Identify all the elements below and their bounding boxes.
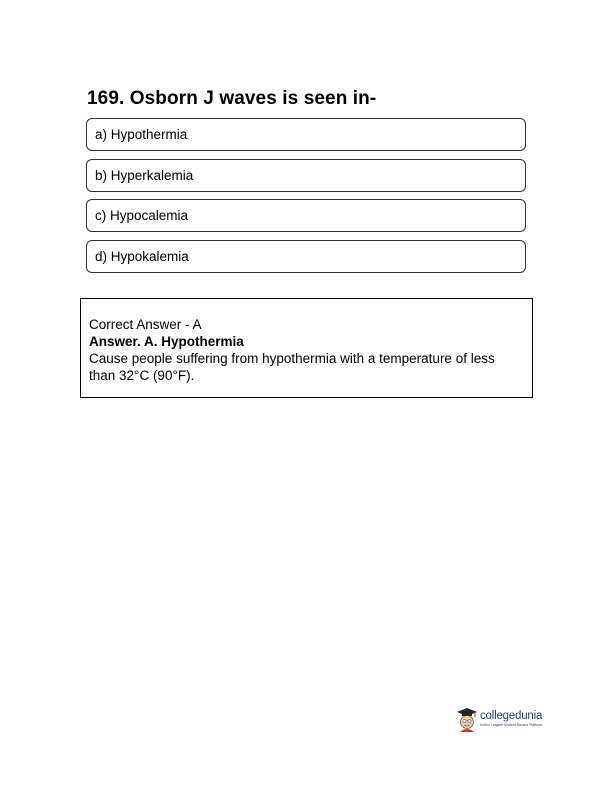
collegedunia-logo: [456, 706, 542, 732]
option-b[interactable]: b) Hyperkalemia: [86, 159, 526, 192]
graduate-mascot-icon: [456, 706, 478, 732]
question-title: 169. Osborn J waves is seen in-: [87, 88, 377, 109]
option-c[interactable]: c) Hypocalemia: [86, 199, 526, 232]
correct-answer-line: Correct Answer - A: [89, 317, 202, 332]
logo-brand-text: collegedunia: [480, 709, 543, 722]
logo-tagline: India's Largest Student Review Platform: [480, 723, 543, 727]
answer-box: [80, 298, 533, 398]
answer-explanation: Cause people suffering from hypothermia with a temperature of less than 32°C (90°F).: [89, 351, 495, 383]
options-list: [86, 118, 526, 280]
option-a[interactable]: a) Hypothermia: [86, 118, 526, 151]
option-d[interactable]: d) Hypokalemia: [86, 240, 526, 273]
answer-heading: Answer. A. Hypothermia: [89, 334, 244, 349]
